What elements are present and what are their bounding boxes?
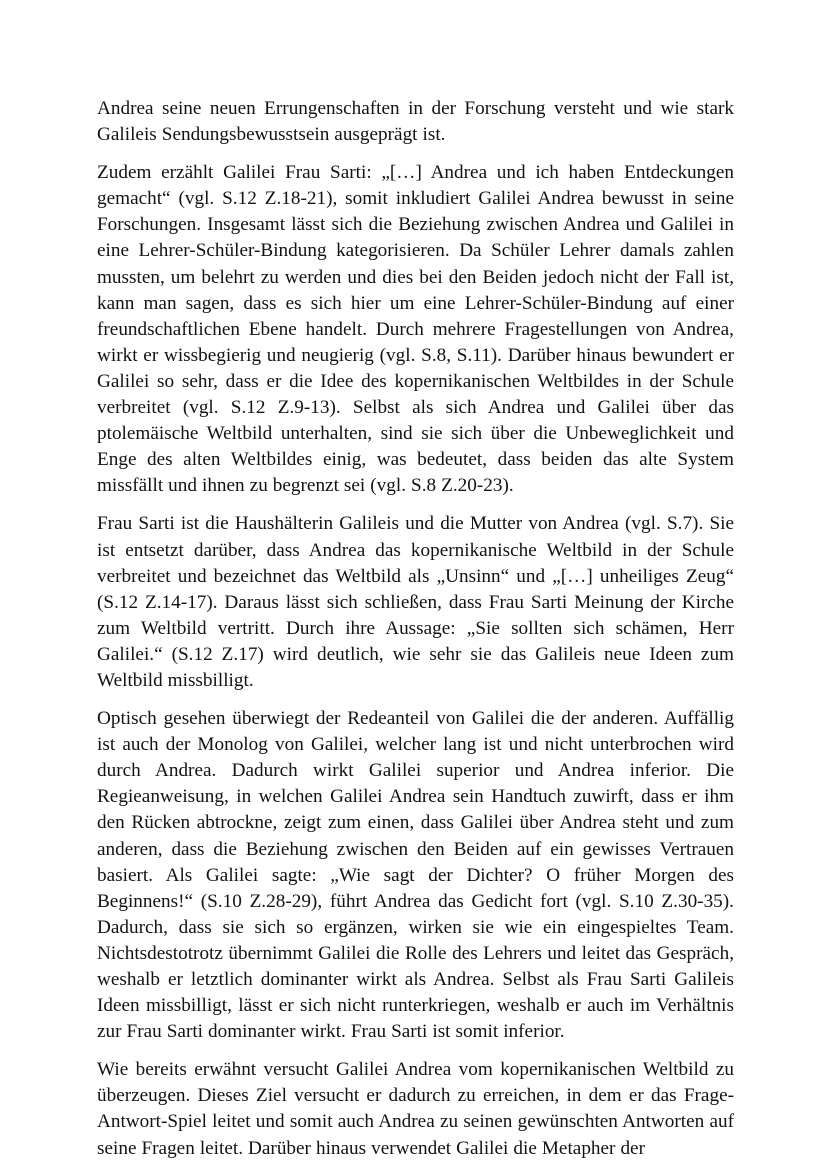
- paragraph: Optisch gesehen überwiegt der Redeanteil von Galilei die der anderen. Auffällig ist auch der Monolog von Galilei, welcher lang ist und nicht unterbrochen wird durch Andrea. Dadurch wirkt Galilei superior und Andrea inferior. Die Regieanweisung, in welchen Galilei Andrea sein Handtuch zuwirft, dass er ihm den Rücken abtrockne, zeigt zum einen, dass Galilei über Andrea steht und zum anderen, dass die Beziehung zwischen den Beiden auf ein gewisses Vertrauen basiert. Als Galilei sagte: „Wie sagt der Dichter? O früher Morgen des Beginnens!“ (S.10 Z.28-29), führt Andrea das Gedicht fort (vgl. S.10 Z.30-35). Dadurch, dass sie sich so ergänzen, wirken sie wie ein eingespieltes Team. Nichtsdestotrotz übernimmt Galilei die Rolle des Lehrers und leitet das Gespräch, weshalb er letztlich dominanter wirkt als Andrea. Selbst als Frau Sarti Galileis Ideen missbilligt, lässt er sich nicht runterkriegen, weshalb er auch im Verhältnis zur Frau Sarti dominanter wirkt. Frau Sarti ist somit inferior.: [97, 708, 734, 1043]
- body-text-column: [97, 96, 734, 1162]
- paragraph: Andrea seine neuen Errungenschaften in der Forschung versteht und wie stark Galileis Sendungsbewusstsein ausgeprägt ist.: [97, 98, 734, 146]
- paragraph: Zudem erzählt Galilei Frau Sarti: „[…] Andrea und ich haben Entdeckungen gemacht“ (vgl. S.12 Z.18-21), somit inkludiert Galilei Andrea bewusst in seine Forschungen. Insgesamt lässt sich die Beziehung zwischen Andrea und Galilei in eine Lehrer-Schüler-Bindung kategorisieren. Da Schüler Lehrer damals zahlen mussten, um belehrt zu werden und dies bei den Beiden jedoch nicht der Fall ist, kann man sagen, dass es sich hier um eine Lehrer-Schüler-Bindung auf einer freundschaftlichen Ebene handelt. Durch mehrere Fragestellungen von Andrea, wirkt er wissbegierig und neugierig (vgl. S.8, S.11). Darüber hinaus bewundert er Galilei so sehr, dass er die Idee des kopernikanischen Weltbildes in der Schule verbreitet (vgl. S.12 Z.9-13). Selbst als sich Andrea und Galilei über das ptolemäische Weltbild unterhalten, sind sie sich über die Unbeweglichkeit und Enge des alten Weltbildes einig, was bedeutet, dass beiden das alte System missfällt und ihnen zu begrenzt sei (vgl. S.8 Z.20-23).: [97, 162, 734, 497]
- paragraph: Frau Sarti ist die Haushälterin Galileis und die Mutter von Andrea (vgl. S.7). Sie ist entsetzt darüber, dass Andrea das kopernikanische Weltbild in der Schule verbreitet und bezeichnet das Weltbild als „Unsinn“ und „[…] unheiliges Zeug“ (S.12 Z.14-17). Daraus lässt sich schließen, dass Frau Sarti Meinung der Kirche zum Weltbild vertritt. Durch ihre Aussage: „Sie sollten sich schämen, Herr Galilei.“ (S.12 Z.17) wird deutlich, wie sehr sie das Galileis neue Ideen zum Weltbild missbilligt.: [97, 513, 734, 691]
- paragraph: Wie bereits erwähnt versucht Galilei Andrea vom kopernikanischen Weltbild zu überzeugen. Dieses Ziel versucht er dadurch zu erreichen, in dem er das Frage-Antwort-Spiel leitet und somit auch Andrea zu seinen gewünschten Antworten auf seine Fragen leitet. Darüber hinaus verwendet Galilei die Metapher der: [97, 1059, 734, 1159]
